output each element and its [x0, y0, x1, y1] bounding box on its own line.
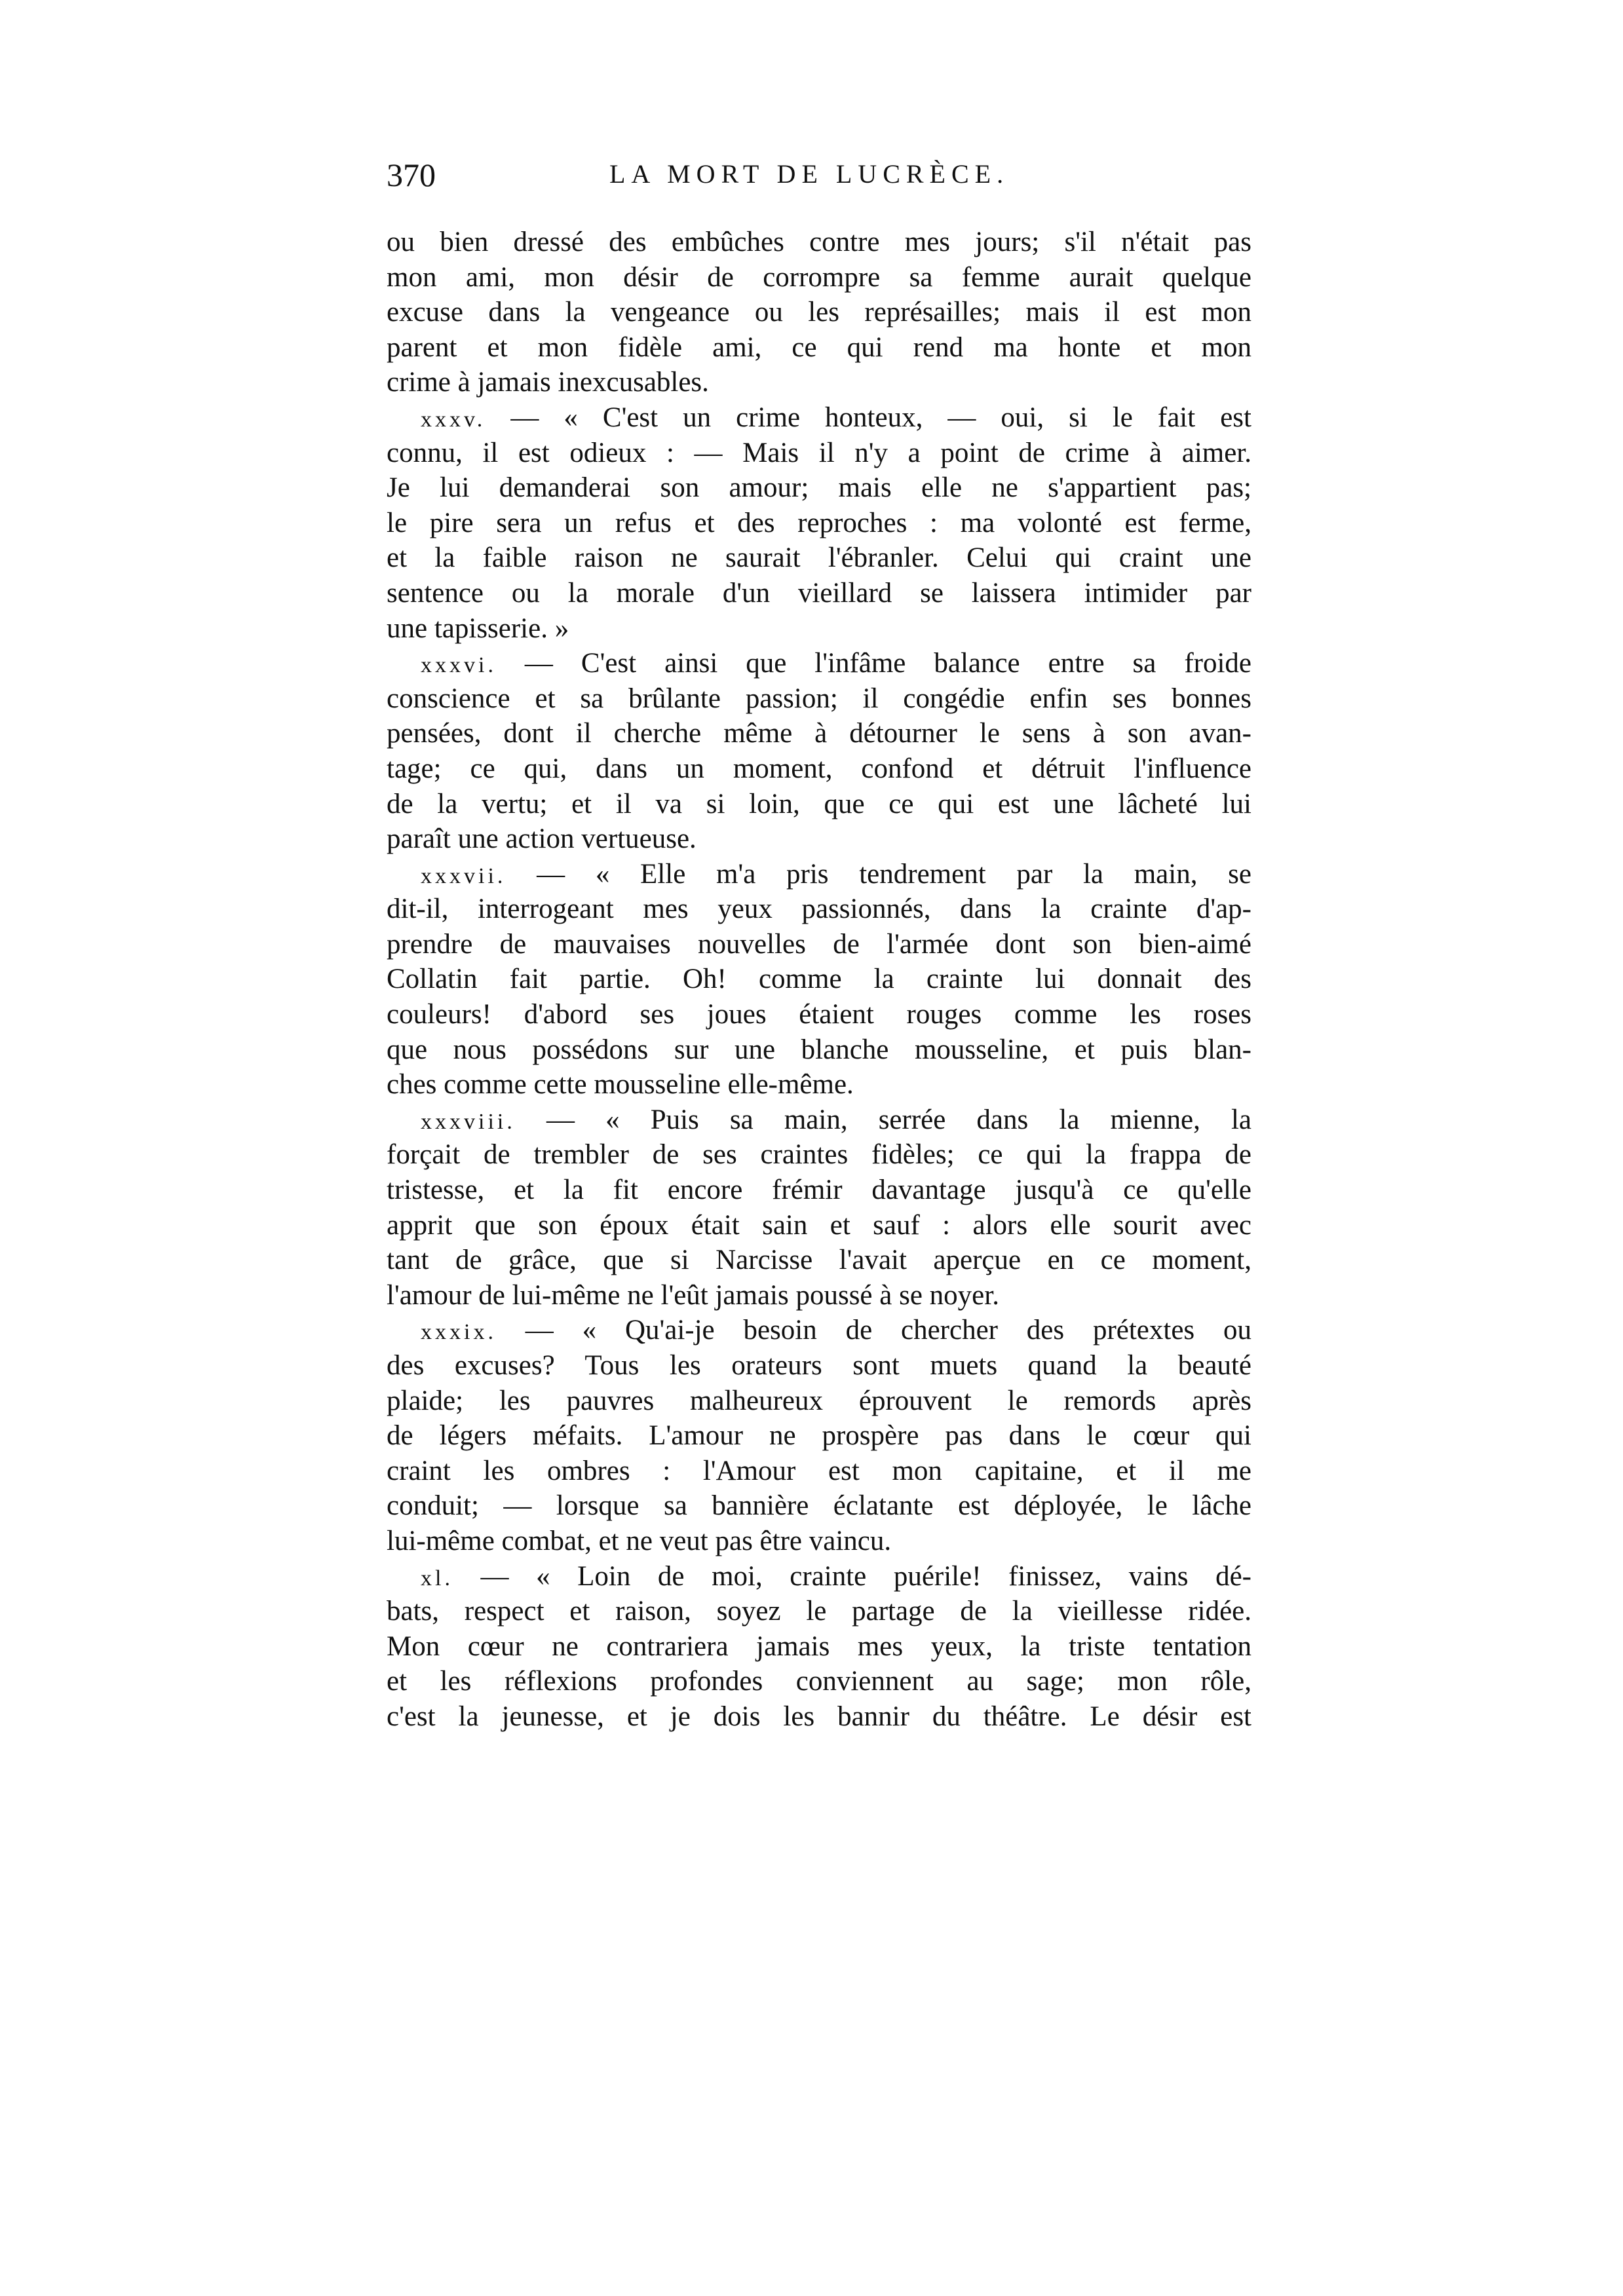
text-line: crime à jamais inexcusables. [387, 367, 709, 398]
line-text: — « Loin de moi, crainte puérile! finissez, vains dé- [453, 1560, 1251, 1592]
text-line: conscience et sa brûlante passion; il congédie enfin ses bonnes [387, 683, 1251, 714]
text-line: Mon cœur ne contrariera jamais mes yeux, la triste tentation [387, 1630, 1251, 1662]
text-line: Je lui demanderai son amour; mais elle ne s'appartient pas; [387, 472, 1251, 504]
text-line [387, 1102, 1251, 1138]
text-line: lui-même combat, et ne veut pas être vaincu. [387, 1525, 892, 1556]
page-body [387, 225, 1251, 1735]
line-text: — « Elle m'a pris tendrement par la main, se [506, 858, 1251, 890]
text-line: plaide; les pauvres malheureux éprouvent le remords après [387, 1385, 1251, 1416]
text-line: bats, respect et raison, soyez le partage de la vieillesse ridée. [387, 1596, 1251, 1627]
text-line: craint les ombres : l'Amour est mon capitaine, et il me [387, 1455, 1251, 1486]
text-line: des excuses? Tous les orateurs sont muets quand la beauté [387, 1350, 1251, 1381]
text-line: le pire sera un refus et des reproches : ma volonté est ferme, [387, 507, 1251, 538]
text-line: mon ami, mon désir de corrompre sa femme aurait quelque [387, 261, 1251, 293]
paragraph [387, 1102, 1251, 1313]
text-line: apprit que son époux était sain et sauf : alors elle sourit avec [387, 1209, 1251, 1241]
text-line: tant de grâce, que si Narcisse l'avait aperçue en ce moment, [387, 1245, 1251, 1276]
text-line: excuse dans la vengeance ou les représailles; mais il est mon [387, 297, 1251, 328]
text-line: ches comme cette mousseline elle-même. [387, 1069, 854, 1101]
text-line: une tapisserie. » [387, 612, 569, 644]
text-line: pensées, dont il cherche même à détourner le sens à son avan- [387, 718, 1251, 749]
text-line: de la vertu; et il va si loin, que ce qui est une lâcheté lui [387, 788, 1251, 819]
text-line: connu, il est odieux : — Mais il n'y a point de crime à aimer. [387, 437, 1251, 468]
text-line: prendre de mauvaises nouvelles de l'armée dont son bien-aimé [387, 928, 1251, 960]
stanza-numeral: xxxviii. [421, 1109, 516, 1134]
text-line: sentence ou la morale d'un vieillard se laissera intimider par [387, 577, 1251, 609]
text-line: l'amour de lui-même ne l'eût jamais poussé à se noyer. [387, 1279, 999, 1311]
text-line: et la faible raison ne saurait l'ébranler. Celui qui craint une [387, 542, 1251, 574]
text-line: dit-il, interrogeant mes yeux passionnés, dans la crainte d'ap- [387, 894, 1251, 925]
text-line [387, 1313, 1251, 1348]
text-line: ou bien dressé des embûches contre mes jours; s'il n'était pas [387, 227, 1251, 257]
paragraph [387, 1313, 1251, 1558]
paragraph [387, 857, 1251, 1102]
line-text: — « Qu'ai-je besoin de chercher des prétextes ou [496, 1315, 1251, 1346]
text-line: conduit; — lorsque sa bannière éclatante est déployée, le lâche [387, 1490, 1251, 1522]
page-number: 370 [387, 157, 436, 193]
stanza-numeral: xxxvi. [421, 653, 497, 678]
text-line: tage; ce qui, dans un moment, confond et détruit l'influence [387, 753, 1251, 784]
paragraph [387, 225, 1251, 400]
text-line: de légers méfaits. L'amour ne prospère pas dans le cœur qui [387, 1420, 1251, 1452]
stanza-numeral: xl. [421, 1566, 453, 1590]
text-line: tristesse, et la fit encore frémir davantage jusqu'à ce qu'elle [387, 1175, 1251, 1206]
text-line: c'est la jeunesse, et je dois les bannir du théâtre. Le désir est [387, 1701, 1251, 1732]
text-line [387, 400, 1251, 436]
paragraph [387, 1559, 1251, 1735]
text-line: paraît une action vertueuse. [387, 823, 697, 855]
running-title: LA MORT DE LUCRÈCE. [609, 159, 1010, 189]
text-line [387, 857, 1251, 892]
paragraph [387, 646, 1251, 857]
stanza-numeral: xxxix. [421, 1320, 497, 1345]
text-line: couleurs! d'abord ses joues étaient rouges comme les roses [387, 999, 1251, 1030]
line-text: — « C'est un crime honteux, — oui, si le fait est [486, 402, 1251, 433]
text-line [387, 1559, 1251, 1594]
text-line [387, 646, 1251, 681]
text-line: Collatin fait partie. Oh! comme la crainte lui donnait des [387, 964, 1251, 995]
text-line: parent et mon fidèle ami, ce qui rend ma honte et mon [387, 331, 1251, 363]
line-text: — « Puis sa main, serrée dans la mienne, la [515, 1104, 1251, 1135]
stanza-numeral: xxxv. [421, 407, 486, 432]
line-text: — C'est ainsi que l'infâme balance entre sa froide [496, 648, 1251, 679]
page-header [387, 156, 1251, 198]
stanza-numeral: xxxvii. [421, 863, 506, 888]
text-line: que nous possédons sur une blanche mousseline, et puis blan- [387, 1034, 1251, 1065]
text-line: et les réflexions profondes conviennent au sage; mon rôle, [387, 1666, 1251, 1697]
text-line: forçait de trembler de ses craintes fidèles; ce qui la frappa de [387, 1139, 1251, 1171]
paragraph [387, 400, 1251, 646]
